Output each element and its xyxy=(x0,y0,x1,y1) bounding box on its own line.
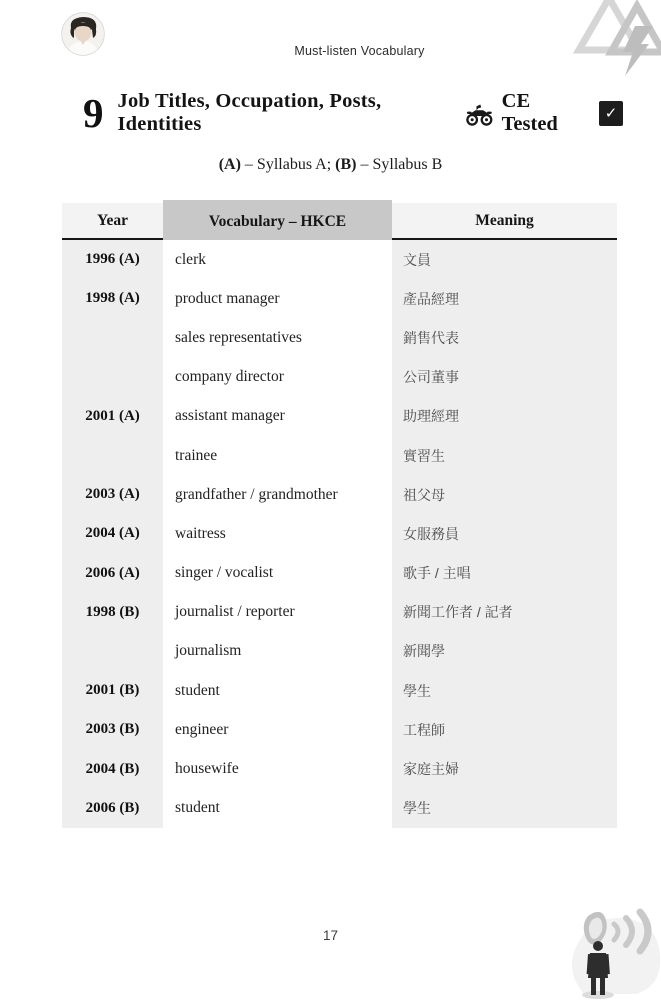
meaning-cell: 學生 xyxy=(392,789,617,828)
vocab-cell: engineer xyxy=(163,710,392,749)
table-row xyxy=(62,632,617,671)
table-row xyxy=(62,279,617,318)
column-header-meaning: Meaning xyxy=(392,203,617,238)
year-cell xyxy=(62,358,163,397)
vocab-cell: company director xyxy=(163,358,392,397)
year-cell: 1996 (A) xyxy=(62,240,163,279)
vocab-cell: trainee xyxy=(163,436,392,475)
meaning-cell: 銷售代表 xyxy=(392,318,617,357)
motorcycle-icon xyxy=(465,103,494,127)
meaning-cell: 家庭主婦 xyxy=(392,749,617,788)
table-row xyxy=(62,358,617,397)
vocab-cell: waitress xyxy=(163,514,392,553)
year-cell: 1998 (B) xyxy=(62,593,163,632)
vocab-cell: journalism xyxy=(163,632,392,671)
table-row xyxy=(62,593,617,632)
meaning-cell: 歌手 / 主唱 xyxy=(392,554,617,593)
year-cell xyxy=(62,632,163,671)
table-row xyxy=(62,554,617,593)
syllabus-a-label: (A) xyxy=(218,156,241,173)
column-header-year: Year xyxy=(62,203,163,238)
vocab-cell: singer / vocalist xyxy=(163,554,392,593)
syllabus-b-text: – Syllabus B xyxy=(356,156,443,173)
table-header-row xyxy=(62,203,617,240)
meaning-cell: 新聞學 xyxy=(392,632,617,671)
vocab-cell: clerk xyxy=(163,240,392,279)
vocab-cell: grandfather / grandmother xyxy=(163,475,392,514)
year-cell xyxy=(62,318,163,357)
syllabus-note xyxy=(0,156,661,174)
year-cell: 2004 (A) xyxy=(62,514,163,553)
year-cell: 2001 (B) xyxy=(62,671,163,710)
year-cell: 2006 (A) xyxy=(62,554,163,593)
meaning-cell: 助理經理 xyxy=(392,397,617,436)
table-row xyxy=(62,436,617,475)
running-header: Must-listen Vocabulary xyxy=(294,44,425,58)
page-number: 17 xyxy=(322,928,339,943)
year-cell: 2003 (B) xyxy=(62,710,163,749)
vocab-cell: assistant manager xyxy=(163,397,392,436)
meaning-cell: 工程師 xyxy=(392,710,617,749)
unit-number: 9 xyxy=(83,90,103,136)
triangle-brand-logo-icon xyxy=(565,0,661,80)
table-row xyxy=(62,475,617,514)
year-cell: 2006 (B) xyxy=(62,789,163,828)
vocab-cell: student xyxy=(163,671,392,710)
checked-checkbox-icon xyxy=(599,101,623,126)
meaning-cell: 公司董事 xyxy=(392,358,617,397)
table-row xyxy=(62,240,617,279)
meaning-cell: 祖父母 xyxy=(392,475,617,514)
syllabus-a-text: – Syllabus A; xyxy=(240,156,336,173)
checkmark-glyph: ✓ xyxy=(604,104,618,122)
table-row xyxy=(62,397,617,436)
table-row xyxy=(62,749,617,788)
listening-figure-illustration xyxy=(566,898,661,1000)
column-header-vocabulary: Vocabulary – HKCE xyxy=(163,200,392,240)
table-row xyxy=(62,671,617,710)
meaning-cell: 文員 xyxy=(392,240,617,279)
unit-title-row xyxy=(83,92,623,134)
vocab-cell: journalist / reporter xyxy=(163,593,392,632)
meaning-cell: 產品經理 xyxy=(392,279,617,318)
year-cell: 1998 (A) xyxy=(62,279,163,318)
vocab-cell: sales representatives xyxy=(163,318,392,357)
meaning-cell: 實習生 xyxy=(392,436,617,475)
meaning-cell: 新聞工作者 / 記者 xyxy=(392,593,617,632)
ce-tested-label: CE Tested xyxy=(501,90,558,135)
syllabus-b-label: (B) xyxy=(335,156,357,173)
meaning-cell: 女服務員 xyxy=(392,514,617,553)
year-cell: 2001 (A) xyxy=(62,397,163,436)
meaning-cell: 學生 xyxy=(392,671,617,710)
vocabulary-table xyxy=(62,203,617,828)
table-row xyxy=(62,514,617,553)
unit-title: Job Titles, Occupation, Posts, Identities xyxy=(117,90,382,135)
year-cell: 2004 (B) xyxy=(62,749,163,788)
year-cell xyxy=(62,436,163,475)
table-body xyxy=(62,240,617,828)
vocab-cell: product manager xyxy=(163,279,392,318)
year-cell: 2003 (A) xyxy=(62,475,163,514)
vocab-cell: student xyxy=(163,789,392,828)
vocab-cell: housewife xyxy=(163,749,392,788)
table-row xyxy=(62,710,617,749)
table-row xyxy=(62,318,617,357)
table-row xyxy=(62,789,617,828)
